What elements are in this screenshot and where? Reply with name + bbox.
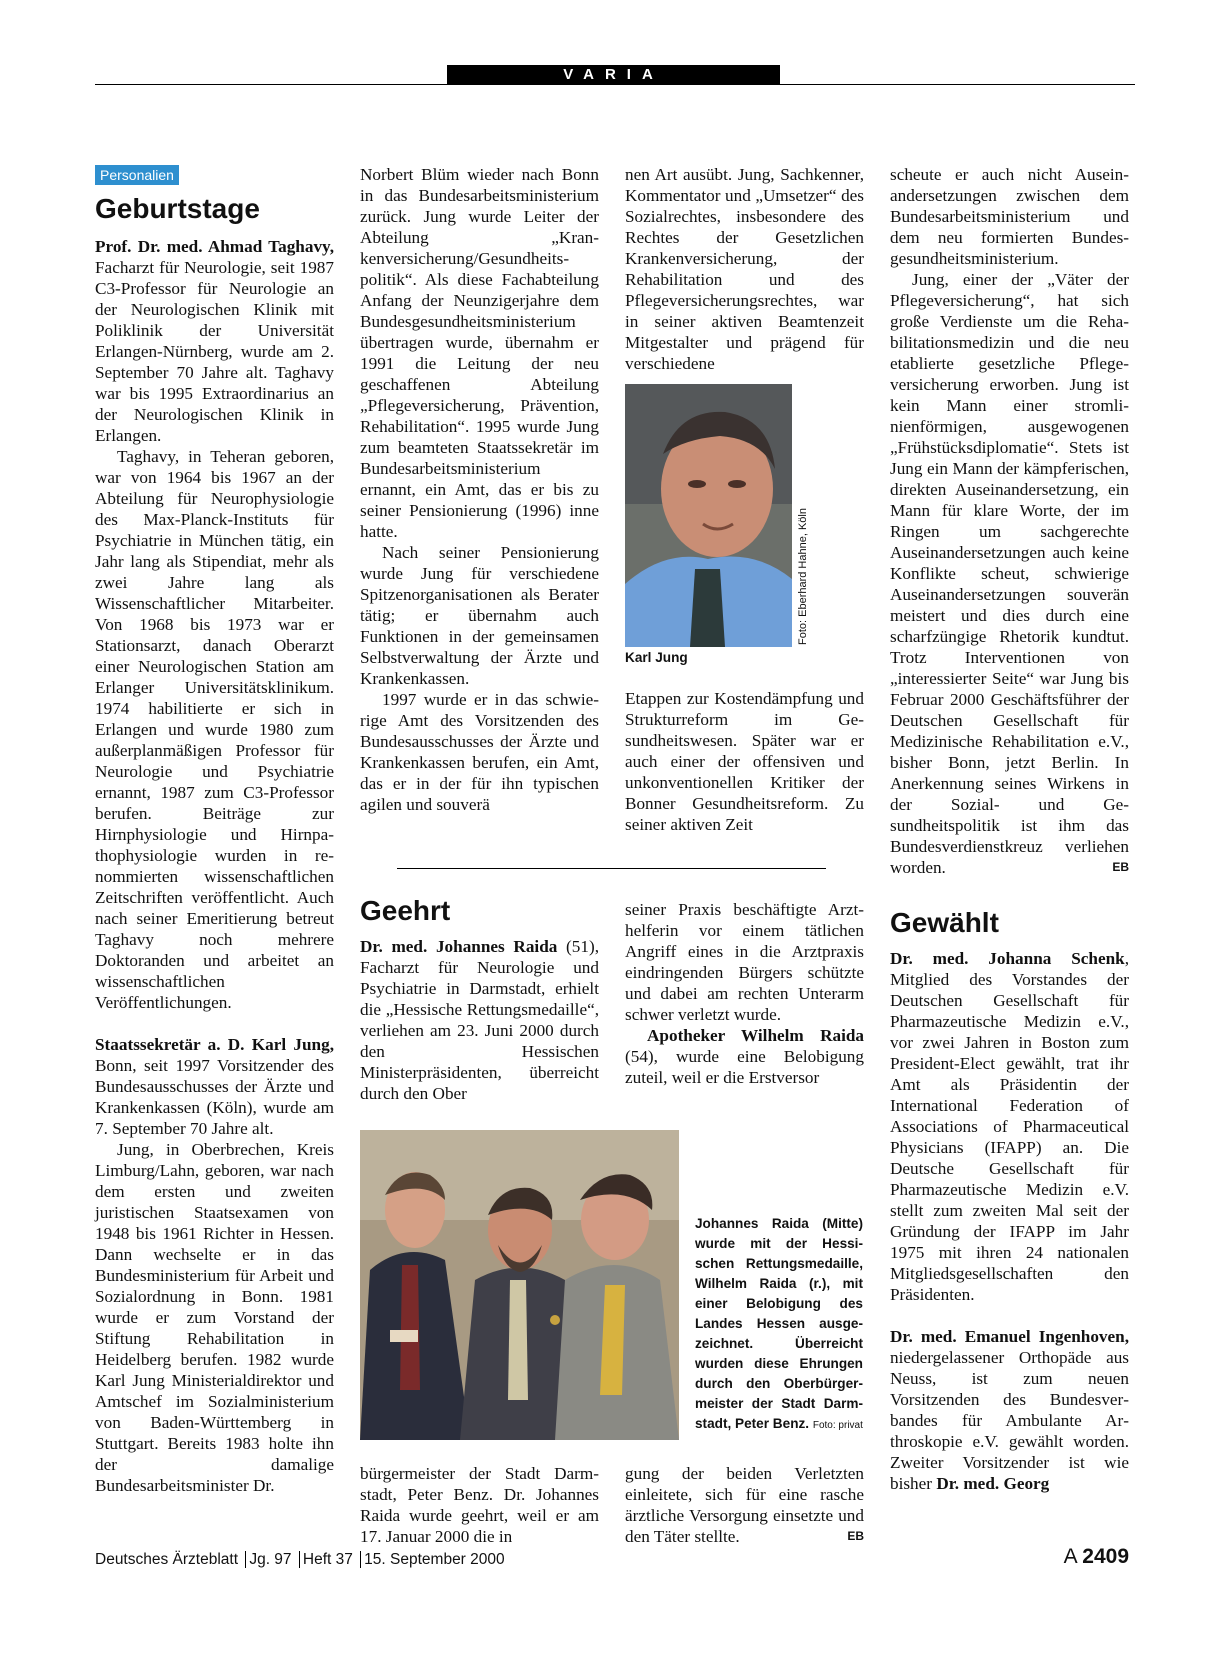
section-title-geburtstage: Geburtstage [95, 193, 260, 224]
author-initials: EB [847, 1529, 864, 1543]
footer-page [1064, 1545, 1129, 1569]
column-3 [625, 164, 864, 374]
paragraph: Dr. med. Johanna Schenk, Mitglied des Vorstandes der Deutschen Gesellschaft für Pharmazeutische Medizin e.V., vor zwei Jahren in Boston zum President-Elect gewählt, trat ihr Amt als Präsidentin der International Federation of Associations of Pharmaceutical Physicians (IFAPP) an. Die Deutsche Gesellschaft für Pharmazeutische Medizin e.V. stellt zum zweiten Mal seit der Gründung der IFAPP im Jahr 1975 mit ihren 24 nationalen Mitgliedsgesellschaften den Präsidenten. [890, 949, 1129, 1304]
paragraph: 1997 wurde er in das schwierige Amt des Vorsitzenden des Bundesausschusses der Ärzte und Krankenkassen berufen, ein Amt, das er in der für ihn typischen agilen und souverä [360, 690, 599, 814]
section-header: VARIA [447, 65, 780, 85]
journal-issue: Heft 37 [302, 1551, 353, 1568]
paragraph: Staatssekretär a. D. Karl Jung, Bonn, seit 1997 Vorsitzender des Bundesausschusses der Ärzte und Krankenkassen (Köln), wurde am 7. September 70 Jahre alt. [95, 1035, 334, 1138]
group-photo-image [360, 1130, 679, 1440]
geehrt-bottom-right [625, 1463, 864, 1547]
page-prefix: A [1063, 1545, 1077, 1568]
footer-journal [95, 1551, 505, 1569]
paragraph: Nach seiner Pensionierung wurde Jung für verschiedene Spitzenorganisationen als Berater tätig; er übernahm auch Funktionen in der gemeinsamen Selbstverwaltung der Ärzte und Krankenkassen. [360, 543, 599, 688]
photo-raida-group [360, 1130, 679, 1440]
column-2 [360, 164, 599, 815]
paragraph: gung der beiden Verletzten einleitete, sich für eine rasche ärztliche Versorgung einsetzte und den Täter stellte. EB [625, 1464, 864, 1546]
paragraph: seiner Praxis beschäftigte Arzthelferin vor einem tätlichen Angriff eines in die Arztpraxis eindringenden Bürgers schützte und dabei am rechten Unterarm schwer verletzt wurde. [625, 900, 864, 1024]
photo-karl-jung [625, 384, 792, 647]
section-title-gewaehlt: Gewählt [890, 907, 999, 938]
author-initials: EB [1112, 860, 1129, 874]
paragraph: scheute er auch nicht Auseinandersetzungen zwischen dem Bundesarbeitsministerium und dem neu formierten Bundesgesundheitsministerium. [890, 165, 1129, 268]
paragraph: Apotheker Wilhelm Raida (54), wurde eine Belobigung zuteil, weil er die Erstversor [625, 1026, 864, 1087]
photo-credit: Foto: Eberhard Hahne, Köln [797, 508, 809, 645]
journal-date: 15. September 2000 [364, 1551, 505, 1568]
page-number: 2409 [1082, 1545, 1129, 1568]
paragraph: Dr. med. Emanuel Ingenhoven, niedergelassener Orthopäde aus Neuss, ist zum neuen Vorsitzenden des Bundesverbandes für Ambulante Arthroskopie e.V. gewählt worden. Zweiter Vorsitzender ist wie bisher Dr. med. Georg [890, 1327, 1129, 1493]
person-name: Apotheker Wilhelm Raida [647, 1026, 864, 1045]
journal-volume: Jg. 97 [249, 1551, 292, 1568]
column-4 [890, 164, 1129, 1494]
geehrt-left [360, 894, 599, 1104]
paragraph: Dr. med. Johannes Raida (51), Facharzt für Neurologie und Psychiatrie in Darmstadt, erhielt die „Hessische Rettungsmedaille“, verliehen am 23. Juni 2000 durch den Hessischen Ministerpräsidenten, überreicht durch den Ober [360, 937, 599, 1103]
section-title-geehrt: Geehrt [360, 895, 451, 926]
paragraph: Etappen zur Kostendämpfung und Strukturreform im Gesundheitswesen. Später war er auch einer der offensiven und unkonventionellen Kritiker der Bonner Gesundheitsreform. Zu seiner aktiven Zeit [625, 689, 864, 834]
paragraph: Taghavy, in Teheran geboren, war von 1964 bis 1967 an der Abteilung für Neurophysiologie des Max-Planck-Instituts für Psychiatrie in München tätig, ein Jahr lang als Stipendiat, mehr als zwei Jahre lang als Wissenschaftlicher Mitarbeiter. Von 1968 bis 1973 war er Stationsarzt, danach Oberarzt einer Neurologischen Station am Erlanger Universitätsklinikum. 1974 habilitierte er sich in Erlangen und wurde 1980 zum außerplanmäßigen Professor für Neurologie und Psychiatrie ernannt, 1987 zum C3-Professor berufen. Beiträge zur Hirnphysiologie und Hirnpathophysiologie wurden in renommierten wissenschaftlichen Zeitschriften veröffentlicht. Auch nach seiner Emeritierung betreut Taghavy noch mehrere Doktoranden und arbeitet an wissenschaftlichen Veröffentlichungen. [95, 447, 334, 1012]
person-name: Dr. med. Johanna Schenk [890, 949, 1125, 968]
journal-name: Deutsches Ärzteblatt [95, 1551, 239, 1568]
paragraph: Jung, in Oberbrechen, Kreis Limburg/Lahn, geboren, war nach dem ersten und zweiten juristischen Staatsexamen von 1948 bis 1961 Richter in Hessen. Dann wechselte er in das Bundesministerium für Arbeit und Sozialordnung in Bonn. 1981 wurde er zum Vorstand der Stiftung Rehabilitation in Heidelberg berufen. 1982 wurde Karl Jung Ministerialdirektor und Amtschef im Sozialministerium von Baden-Württemberg in Stuttgart. Bereits 1983 holte ihn der damalige Bundesarbeitsminister Dr. [95, 1140, 334, 1495]
geehrt-right [625, 899, 864, 1088]
portrait-image [625, 384, 792, 647]
person-name: Prof. Dr. med. Ahmad Taghavy, [95, 237, 334, 256]
paragraph: Jung, einer der „Väter der Pflegeversicherung“, hat sich große Verdienste um die Rehabilitationsmedizin und die neu etablierte gesetzliche Pflegeversicherung erworben. Jung ist kein Mann einer stromlinienförmigen, ausgewogenen „Frühstücksdiplomatie“. Stets ist Jung ein Mann der kämpferischen, direkten Auseinandersetzung, ein Mann für klare Worte, der im Ringen um sachgerechte Auseinandersetzungen auch keine Konflikte scheut, schwierige Auseinandersetzungen souverän meistert und dies durch eine scharfzüngige Rhetorik kundtut. Trotz Interventionen von „interessierter Seite“ war Jung bis Februar 2000 Geschäftsführer der Deutschen Gesellschaft für Medizinische Rehabilitation e.V., bisher Bonn, jetzt Berlin. In Anerkennung seines Wirkens in der Sozial- und Gesundheitspolitik ist ihm das Bundesverdienstkreuz verliehen worden. EB [890, 270, 1129, 877]
paragraph: Norbert Blüm wieder nach Bonn in das Bundesarbeitsministerium zurück. Jung wurde Leiter der Abteilung „Krankenversicherung/Gesundheitspolitik“. Als diese Fachabteilung Anfang der Neunzigerjahre dem Bundesgesundheitsministerium übertragen wurde, übernahm er 1991 die Leitung der neu geschaffenen Abteilung „Pflegeversicherung, Prävention, Rehabilitation“. 1995 wurde Jung zum beamteten Staatssekretär im Bundesarbeitsministerium ernannt, ein Amt, das er bis zu seiner Pensionierung (1996) inne hatte. [360, 165, 599, 541]
person-name: Dr. med. Johannes Raida [360, 937, 558, 956]
photo-credit: Foto: privat [812, 1420, 863, 1431]
column-3-continued [625, 688, 864, 835]
section-divider [397, 868, 826, 869]
photo-caption: Karl Jung [625, 650, 688, 665]
group-photo-caption: Johannes Raida (Mitte) wurde mit der Hessischen Rettungsmedaille, Wilhelm Raida (r.), mit einer Belobigung des Landes Hessen ausgezeichnet. Überreicht wurden diese Ehrungen durch den Oberbürgermeister der Stadt Darmstadt, Peter Benz. Foto: privat [695, 1216, 863, 1431]
category-tag: Personalien [95, 165, 179, 185]
paragraph: bürgermeister der Stadt Darmstadt, Peter Benz. Dr. Johannes Raida wurde geehrt, weil er am 17. Januar 2000 die in [360, 1464, 599, 1546]
paragraph: nen Art ausübt. Jung, Sachkenner, Kommentator und „Umsetzer“ des Sozialrechtes, insbesondere des Rechtes der Gesetzlichen Krankenversicherung, der Rehabilitation und des Pflegeversicherungsrechtes, war in seiner aktiven Beamtenzeit Mitgestalter und prägend für verschiedene [625, 165, 864, 373]
column-1 [95, 164, 334, 1496]
person-name: Dr. med. Emanuel Ingenhoven, [890, 1327, 1129, 1346]
person-name: Staatssekretär a. D. Karl Jung, [95, 1035, 334, 1054]
paragraph: Prof. Dr. med. Ahmad Taghavy, Facharzt für Neurologie, seit 1987 C3-Professor für Neurologie an der Neurologischen Klinik mit Poliklinik der Universität Erlangen-Nürnberg, wurde am 2. September 70 Jahre alt. Taghavy war bis 1995 Extraordinarius an der Neurologischen Klinik in Erlangen. [95, 237, 334, 445]
geehrt-bottom-left [360, 1463, 599, 1547]
